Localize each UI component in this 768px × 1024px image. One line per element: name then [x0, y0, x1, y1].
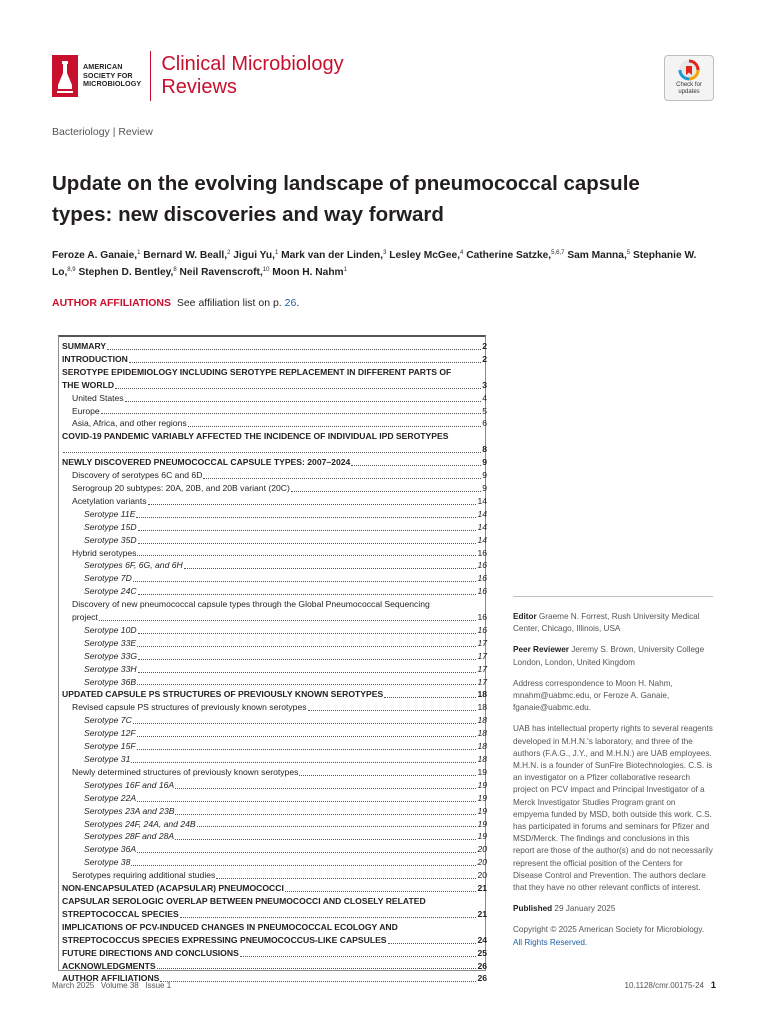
author-affiliation-number: 10 [262, 267, 270, 273]
toc-entry[interactable] [62, 624, 487, 637]
toc-entry-label: UPDATED CAPSULE PS STRUCTURES OF PREVIOUSLY KNOWN SEROTYPES [62, 689, 384, 700]
author-name[interactable]: Catherine Satzke, [463, 250, 552, 261]
toc-entry[interactable] [62, 740, 487, 753]
author-name[interactable]: Moon H. Nahm [269, 267, 344, 278]
toc-leader-dots [138, 594, 477, 595]
toc-entry[interactable] [62, 534, 487, 547]
toc-leader-dots [125, 401, 482, 402]
toc-leader-dots [291, 491, 481, 492]
toc-leader-dots [184, 568, 477, 569]
toc-leader-dots [203, 478, 481, 479]
toc-entry-label-cont: STREPTOCOCCUS SPECIES EXPRESSING PNEUMOCOCCUS-LIKE CAPSULES [62, 934, 387, 945]
toc-entry[interactable] [62, 663, 487, 676]
toc-leader-dots [175, 814, 476, 815]
toc-page-number: 17 [477, 637, 487, 648]
table-of-contents [58, 335, 487, 984]
toc-page-number: 24 [477, 934, 487, 945]
toc-page-number: 18 [477, 728, 487, 739]
toc-leader-dots [160, 981, 476, 982]
toc-entry-label: Newly determined structures of previously known serotypes [72, 766, 299, 777]
toc-entry-label: COVID-19 PANDEMIC VARIABLY AFFECTED THE INCIDENCE OF INDIVIDUAL IPD SEROTYPES [62, 431, 449, 442]
check-for-updates-button[interactable] [664, 55, 714, 101]
article-type: Bacteriology | Review [52, 126, 153, 138]
toc-entry-label: Serotypes 16F and 16A [84, 779, 175, 790]
toc-entry-label: Serotype 31 [84, 754, 131, 764]
toc-leader-dots [180, 917, 477, 918]
toc-entry[interactable] [62, 469, 487, 482]
toc-entry[interactable] [62, 598, 487, 611]
toc-page-number: 25 [477, 947, 487, 958]
toc-page-number: 26 [477, 973, 487, 984]
toc-page-number: 2 [482, 353, 487, 364]
toc-leader-dots [138, 530, 477, 531]
toc-page-number: 19 [477, 766, 487, 777]
toc-entry-label: Serotype 24C [84, 586, 137, 597]
toc-entry-label: Serotype 7C [84, 715, 132, 726]
toc-entry-label: INTRODUCTION [62, 353, 128, 364]
toc-leader-dots [138, 633, 477, 634]
toc-entry-label: Serotype 33E [84, 637, 137, 648]
toc-entry-label: Serotype 11E [84, 508, 136, 519]
author-name[interactable]: Bernard W. Beall, [140, 250, 228, 261]
toc-entry-label: NEWLY DISCOVERED PNEUMOCOCCAL CAPSULE TYPES: 2007–2024 [62, 457, 351, 468]
toc-leader-dots [175, 839, 476, 840]
toc-entry-label: Revised capsule PS structures of previously known serotypes [72, 702, 307, 713]
toc-entry-label: Serotypes requiring additional studies [72, 870, 216, 881]
toc-entry[interactable] [62, 895, 487, 908]
toc-entry-label: Serotype 15F [84, 741, 136, 752]
toc-entry-label: Serotype 22A [84, 792, 137, 803]
author-list [52, 247, 717, 281]
toc-entry[interactable] [62, 830, 487, 843]
publisher-logo [52, 51, 344, 101]
issue-info: March 2025 Volume 38 Issue 1 [52, 981, 172, 990]
toc-page-number: 18 [477, 754, 487, 764]
toc-list [62, 340, 487, 985]
toc-entry[interactable] [62, 456, 487, 469]
toc-leader-dots [216, 878, 476, 879]
toc-leader-dots [133, 723, 477, 724]
toc-page-number: 18 [477, 702, 487, 713]
toc-page-number: 8 [482, 444, 487, 455]
toc-page-number: 18 [477, 689, 487, 700]
toc-leader-dots [136, 517, 476, 518]
toc-entry[interactable] [62, 856, 487, 869]
toc-page-number: 14 [477, 508, 487, 519]
toc-page-number: 14 [477, 521, 487, 532]
author-affiliation-number: 3 [383, 250, 387, 256]
toc-entry[interactable] [62, 921, 487, 934]
toc-entry[interactable] [62, 353, 487, 366]
toc-entry-label: Serotypes 28F and 28A [84, 831, 175, 842]
toc-leader-dots [99, 620, 477, 621]
author-affiliations-line: AUTHOR AFFILIATIONS See affiliation list on p. 26. [52, 297, 300, 309]
rights-link[interactable]: All Rights Reserved. [513, 937, 588, 947]
toc-entry-label: NON-ENCAPSULATED (ACAPSULAR) PNEUMOCOCCI [62, 883, 284, 894]
toc-leader-dots [107, 349, 481, 350]
toc-leader-dots [138, 659, 476, 660]
author-name[interactable]: Jigui Yu, [230, 250, 275, 261]
toc-page-number: 16 [477, 560, 487, 571]
toc-entry-label: Serotype 35D [84, 534, 137, 545]
author-affiliation-number: 5 [626, 250, 631, 256]
toc-entry[interactable] [62, 792, 487, 805]
toc-entry[interactable] [62, 766, 487, 779]
toc-leader-dots [388, 943, 477, 944]
toc-leader-dots [138, 672, 477, 673]
toc-entry[interactable] [62, 559, 487, 572]
toc-entry-continuation[interactable] [62, 934, 487, 947]
toc-entry[interactable] [62, 882, 487, 895]
toc-leader-dots [137, 749, 477, 750]
toc-page-number: 9 [482, 457, 487, 468]
toc-page-number: 18 [477, 715, 487, 726]
toc-entry[interactable] [62, 482, 487, 495]
toc-leader-dots [308, 710, 477, 711]
toc-entry-label: Discovery of new pneumococcal capsule types through the Global Pneumococcal Sequencing [72, 599, 430, 610]
toc-entry-label: Hybrid serotypes [72, 547, 137, 558]
toc-entry-label: United States [72, 392, 124, 403]
page-number: 1 [710, 980, 716, 991]
toc-entry-label: Discovery of serotypes 6C and 6D [72, 470, 203, 481]
toc-entry-label-cont: STREPTOCOCCAL SPECIES [62, 908, 179, 919]
toc-entry-continuation[interactable] [62, 611, 487, 624]
toc-page-number: 20 [477, 844, 487, 855]
toc-leader-dots [129, 362, 481, 363]
author-name[interactable]: Stephen D. Bentley, [75, 267, 174, 278]
author-affiliation-number: 1 [137, 250, 141, 256]
toc-leader-dots [188, 426, 482, 427]
toc-entry-label: Europe [72, 405, 100, 416]
toc-leader-dots [285, 891, 477, 892]
toc-page-number: 19 [477, 792, 487, 803]
toc-page-number: 26 [477, 960, 487, 971]
toc-leader-dots [384, 697, 476, 698]
toc-entry-label-cont: project [72, 612, 98, 623]
toc-entry[interactable] [62, 843, 487, 856]
toc-entry-label: CAPSULAR SEROLOGIC OVERLAP BETWEEN PNEUMOCOCCI AND CLOSELY RELATED [62, 895, 426, 906]
toc-leader-dots [101, 413, 482, 414]
author-affiliations-text: See affiliation list on p. [176, 297, 285, 309]
toc-leader-dots [131, 865, 476, 866]
toc-leader-dots [115, 388, 481, 389]
toc-entry-label: Serotype 15D [84, 521, 137, 532]
toc-page-number: 19 [477, 805, 487, 816]
author-affiliation-number: 1 [274, 250, 279, 256]
toc-page-number: 21 [477, 883, 487, 894]
toc-entry-label: SEROTYPE EPIDEMIOLOGY INCLUDING SEROTYPE REPLACEMENT IN DIFFERENT PARTS OF [62, 366, 452, 377]
toc-page-number: 14 [477, 495, 487, 506]
author-affiliation-number: 8,9 [67, 267, 76, 273]
toc-page-number: 16 [477, 612, 487, 623]
toc-page-number: 21 [477, 908, 487, 919]
toc-entry[interactable] [62, 366, 487, 379]
toc-entry-label: Asia, Africa, and other regions [72, 418, 187, 429]
toc-entry-label: IMPLICATIONS OF PCV-INDUCED CHANGES IN PNEUMOCOCCAL ECOLOGY AND [62, 921, 398, 932]
author-name[interactable]: Mark van der Linden, [278, 250, 384, 261]
toc-page-number: 19 [477, 779, 487, 790]
toc-entry[interactable] [62, 572, 487, 585]
author-affiliation-number: 2 [227, 250, 231, 256]
toc-leader-dots [137, 852, 476, 853]
correspondence-info: Address correspondence to Moon H. Nahm, mnahm@uabmc.edu, or Feroze A. Ganaie, fganaie@uabmc.edu. [513, 678, 673, 713]
toc-entry[interactable] [62, 495, 487, 508]
toc-page-number: 20 [477, 870, 487, 881]
toc-page-number: 14 [477, 534, 487, 545]
toc-entry-label: Serotype 36A [84, 844, 137, 855]
toc-page-number: 18 [477, 741, 487, 752]
toc-entry-label: FUTURE DIRECTIONS AND CONCLUSIONS [62, 947, 239, 958]
toc-entry[interactable] [62, 779, 487, 792]
author-name[interactable]: Neil Ravenscroft, [176, 267, 263, 278]
toc-entry-label: Serotype 7D [84, 573, 132, 584]
toc-entry[interactable] [62, 417, 487, 430]
toc-page-number: 17 [477, 676, 487, 687]
author-affiliations-label: AUTHOR AFFILIATIONS [52, 297, 171, 309]
published-date: Published 29 January 2025 [513, 904, 616, 914]
article-info-sidebar [513, 611, 713, 958]
toc-entry-continuation[interactable] [62, 379, 487, 392]
copyright-info: Copyright © 2025 American Society for Microbiology. All Rights Reserved. [513, 925, 705, 947]
toc-entry[interactable] [62, 508, 487, 521]
author-name[interactable]: Lesley McGee, [386, 250, 461, 261]
author-name[interactable]: Sam Manna, [564, 250, 627, 261]
toc-entry-continuation[interactable] [62, 443, 487, 456]
toc-entry[interactable] [62, 947, 487, 960]
editor-info: Editor Graeme N. Forrest, Rush University Medical Center, Chicago, Illinois, USA [513, 612, 700, 634]
toc-leader-dots [137, 555, 476, 556]
author-affiliation-number: 4 [460, 250, 464, 256]
publisher-name: AMERICAN SOCIETY FOR MICROBIOLOGY [83, 62, 142, 89]
asm-logo-icon [52, 51, 78, 101]
toc-entry[interactable] [62, 585, 487, 598]
toc-entry[interactable] [62, 869, 487, 882]
author-affiliation-number: 1 [343, 267, 347, 273]
toc-page-number: 16 [477, 624, 487, 635]
toc-entry[interactable] [62, 676, 487, 689]
toc-entry-label: SUMMARY [62, 341, 107, 351]
conflict-of-interest: UAB has intellectual property rights to several reagents developed in M.H.N.'s laboratory, and three of the authors (F.A.G., J.Y., and M.H.N.) are UAB employees. M.H.N. is a founder of SunFire Biotechnologies. C.S. is an investigator on a Pfizer collaborative research project on PCV impact and Principal Investigator of a Merck Investigator Studies Program grant on empyema funded by MSD, both outside this work. C.S. has participated in forums and seminars for Pfizer and MSD/Merck. The findings and conclusions in this report are those of the author(s) and do not necessarily represent the official position of the Centers for Disease Control and Prevention. The authors declare that they have no other relevant conflicts of interest. [513, 724, 713, 893]
toc-entry-label-cont: THE WORLD [62, 379, 115, 390]
toc-leader-dots [137, 646, 476, 647]
toc-entry[interactable] [62, 430, 487, 443]
toc-entry[interactable] [62, 392, 487, 405]
toc-entry-label: Serotype 33H [84, 663, 137, 674]
toc-leader-dots [299, 775, 476, 776]
author-name[interactable]: Feroze A. Ganaie, [52, 250, 138, 261]
toc-page-number: 17 [477, 650, 487, 661]
toc-page-number: 9 [482, 482, 487, 493]
affiliations-page-link[interactable]: 26 [284, 297, 297, 309]
toc-entry[interactable] [62, 521, 487, 534]
toc-entry[interactable] [62, 650, 487, 663]
toc-entry[interactable] [62, 340, 487, 353]
toc-page-number: 9 [482, 470, 487, 481]
toc-leader-dots [131, 762, 476, 763]
toc-entry[interactable] [62, 714, 487, 727]
toc-leader-dots [133, 581, 477, 582]
toc-leader-dots [137, 684, 476, 685]
toc-leader-dots [157, 968, 477, 969]
toc-entry-label: Serotypes 23A and 23B [84, 805, 175, 816]
toc-page-number: 3 [482, 379, 487, 390]
toc-entry-label: Serotype 38 [84, 857, 131, 868]
peer-reviewer-info: Peer Reviewer Jeremy S. Brown, University College London, London, United Kingdom [513, 645, 705, 667]
sidebar-divider [513, 596, 713, 597]
toc-entry-label: Serotypes 6F, 6G, and 6H [84, 560, 183, 571]
check-updates-icon [678, 59, 700, 81]
toc-leader-dots [175, 788, 476, 789]
article-title: Update on the evolving landscape of pneumococcal capsule types: new discoveries and way forward [52, 172, 640, 226]
toc-leader-dots [351, 465, 481, 466]
toc-page-number: 17 [477, 663, 487, 674]
toc-page-number: 19 [477, 831, 487, 842]
toc-entry[interactable] [62, 405, 487, 418]
toc-leader-dots [197, 826, 477, 827]
toc-page-number: 16 [477, 586, 487, 597]
toc-leader-dots [137, 736, 477, 737]
toc-leader-dots [137, 801, 476, 802]
toc-entry-label: Acetylation variants [72, 495, 147, 506]
check-updates-label: Check for updates [676, 82, 702, 95]
toc-entry[interactable] [62, 753, 487, 766]
author-name[interactable]: Stephanie W. Lo, [52, 250, 697, 278]
author-affiliation-number: 8 [173, 267, 177, 273]
toc-entry[interactable] [62, 637, 487, 650]
toc-page-number: 16 [477, 573, 487, 584]
toc-entry-label: Serotype 10D [84, 624, 137, 635]
toc-leader-dots [240, 956, 477, 957]
toc-entry[interactable] [62, 727, 487, 740]
doi[interactable]: 10.1128/cmr.00175-24 [624, 981, 704, 990]
toc-page-number: 20 [477, 857, 487, 868]
toc-entry-label: Serotypes 24F, 24A, and 24B [84, 818, 196, 829]
toc-entry[interactable] [62, 688, 487, 701]
toc-entry-label: ACKNOWLEDGMENTS [62, 960, 156, 971]
toc-entry[interactable] [62, 960, 487, 973]
toc-page-number: 6 [482, 418, 487, 429]
toc-entry-label: Serotype 33G [84, 650, 138, 661]
toc-entry-label: Serotype 12F [84, 728, 136, 739]
toc-leader-dots [148, 504, 477, 505]
toc-entry-continuation[interactable] [62, 908, 487, 921]
toc-page-number: 16 [477, 547, 487, 558]
toc-entry[interactable] [62, 547, 487, 560]
toc-entry-label: Serogroup 20 subtypes: 20A, 20B, and 20B variant (20C) [72, 482, 290, 493]
toc-entry-label: AUTHOR AFFILIATIONS [62, 973, 160, 984]
toc-leader-dots [138, 543, 477, 544]
toc-page-number: 5 [482, 405, 487, 416]
author-affiliation-number: 5,6,7 [551, 250, 565, 256]
toc-page-number: 19 [477, 818, 487, 829]
toc-entry[interactable] [62, 701, 487, 714]
toc-entry[interactable] [62, 818, 487, 831]
toc-entry[interactable] [62, 805, 487, 818]
toc-entry-label: Serotype 36B [84, 676, 137, 687]
logo-divider [150, 51, 151, 101]
toc-leader-dots [63, 452, 481, 453]
toc-page-number: 4 [482, 392, 487, 403]
toc-page-number: 2 [482, 341, 487, 351]
journal-name: Clinical Microbiology Reviews [161, 53, 344, 98]
